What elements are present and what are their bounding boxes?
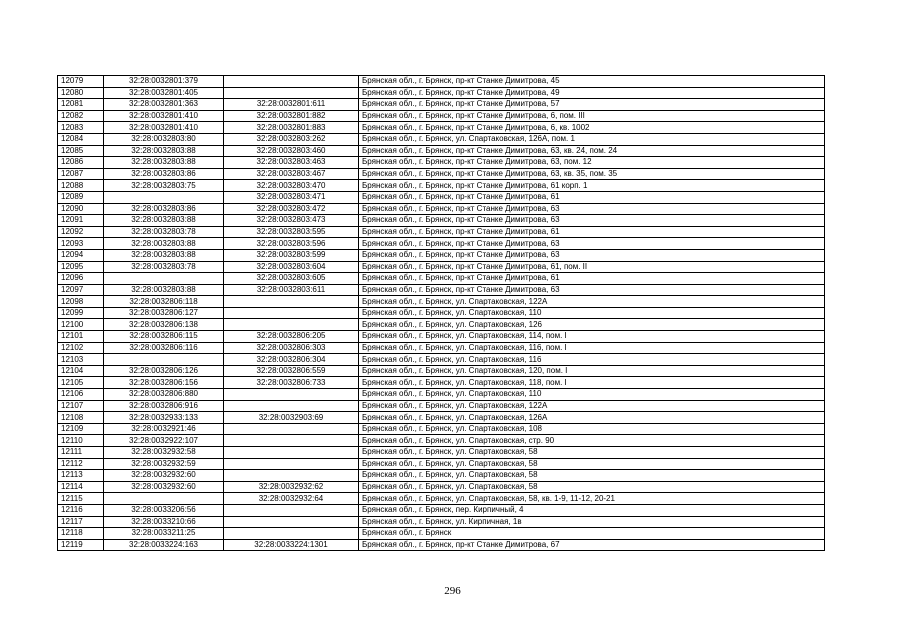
table-row	[58, 412, 825, 424]
table-row	[58, 447, 825, 459]
row-number-cell: 12087	[58, 168, 104, 180]
cadastral-number-cell: 32:28:0033224:163	[104, 539, 224, 551]
row-number-cell: 12098	[58, 296, 104, 308]
cadastral-number-cell	[104, 191, 224, 203]
object-cadastral-number-cell: 32:28:0032803:467	[224, 168, 359, 180]
cadastral-number-cell: 32:28:0032932:60	[104, 481, 224, 493]
address-cell: Брянская обл., г. Брянск, ул. Спартаковская, стр. 90	[359, 435, 825, 447]
table-row	[58, 261, 825, 273]
cadastral-number-cell: 32:28:0033210:66	[104, 516, 224, 528]
cadastral-number-cell: 32:28:0033206:56	[104, 504, 224, 516]
cadastral-number-cell: 32:28:0032806:138	[104, 319, 224, 331]
row-number-cell: 12096	[58, 273, 104, 285]
row-number-cell: 12105	[58, 377, 104, 389]
row-number-cell: 12107	[58, 400, 104, 412]
table-row	[58, 180, 825, 192]
cadastral-number-cell: 32:28:0032801:410	[104, 110, 224, 122]
row-number-cell: 12099	[58, 307, 104, 319]
table-row	[58, 365, 825, 377]
cadastral-number-cell: 32:28:0032803:86	[104, 168, 224, 180]
address-cell: Брянская обл., г. Брянск, пр-кт Станке Димитрова, 6, кв. 1002	[359, 122, 825, 134]
row-number-cell: 12117	[58, 516, 104, 528]
row-number-cell: 12115	[58, 493, 104, 505]
table-row	[58, 377, 825, 389]
address-cell: Брянская обл., г. Брянск, ул. Кирпичная, 1в	[359, 516, 825, 528]
cadastral-number-cell: 32:28:0032803:88	[104, 145, 224, 157]
cadastral-number-cell: 32:28:0032922:107	[104, 435, 224, 447]
cadastral-number-cell: 32:28:0032932:60	[104, 470, 224, 482]
row-number-cell: 12109	[58, 423, 104, 435]
address-cell: Брянская обл., г. Брянск, ул. Спартаковская, 110	[359, 389, 825, 401]
address-cell: Брянская обл., г. Брянск, ул. Спартаковская, 116	[359, 354, 825, 366]
address-cell: Брянская обл., г. Брянск, ул. Спартаковская, 126А	[359, 412, 825, 424]
address-cell: Брянская обл., г. Брянск, пр-кт Станке Димитрова, 63	[359, 284, 825, 296]
table-row	[58, 238, 825, 250]
address-cell: Брянская обл., г. Брянск, пр-кт Станке Димитрова, 57	[359, 99, 825, 111]
cadastral-number-cell	[104, 273, 224, 285]
table-row	[58, 539, 825, 551]
object-cadastral-number-cell: 32:28:0033224:1301	[224, 539, 359, 551]
address-cell: Брянская обл., г. Брянск, ул. Спартаковская, 58	[359, 470, 825, 482]
object-cadastral-number-cell: 32:28:0032803:471	[224, 191, 359, 203]
registry-table-body	[58, 76, 825, 551]
address-cell: Брянская обл., г. Брянск, ул. Спартаковская, 122А	[359, 400, 825, 412]
address-cell: Брянская обл., г. Брянск	[359, 528, 825, 540]
object-cadastral-number-cell	[224, 87, 359, 99]
object-cadastral-number-cell: 32:28:0032803:604	[224, 261, 359, 273]
cadastral-number-cell: 32:28:0032801:379	[104, 76, 224, 88]
object-cadastral-number-cell: 32:28:0032801:611	[224, 99, 359, 111]
row-number-cell: 12116	[58, 504, 104, 516]
address-cell: Брянская обл., г. Брянск, ул. Спартаковская, 108	[359, 423, 825, 435]
row-number-cell: 12111	[58, 447, 104, 459]
cadastral-number-cell: 32:28:0032806:126	[104, 365, 224, 377]
object-cadastral-number-cell: 32:28:0032803:472	[224, 203, 359, 215]
address-cell: Брянская обл., г. Брянск, ул. Спартаковская, 58, кв. 1-9, 11-12, 20-21	[359, 493, 825, 505]
row-number-cell: 12112	[58, 458, 104, 470]
object-cadastral-number-cell	[224, 435, 359, 447]
object-cadastral-number-cell	[224, 504, 359, 516]
cadastral-number-cell: 32:28:0032803:88	[104, 284, 224, 296]
table-row	[58, 284, 825, 296]
table-row	[58, 273, 825, 285]
object-cadastral-number-cell: 32:28:0032803:470	[224, 180, 359, 192]
address-cell: Брянская обл., г. Брянск, пр-кт Станке Димитрова, 61, пом. II	[359, 261, 825, 273]
table-row	[58, 296, 825, 308]
cadastral-number-cell: 32:28:0032806:115	[104, 331, 224, 343]
table-row	[58, 481, 825, 493]
row-number-cell: 12083	[58, 122, 104, 134]
cadastral-number-cell: 32:28:0032801:363	[104, 99, 224, 111]
address-cell: Брянская обл., г. Брянск, пр-кт Станке Димитрова, 67	[359, 539, 825, 551]
address-cell: Брянская обл., г. Брянск, ул. Спартаковская, 118, пом. I	[359, 377, 825, 389]
cadastral-number-cell: 32:28:0032932:58	[104, 447, 224, 459]
object-cadastral-number-cell: 32:28:0032801:882	[224, 110, 359, 122]
object-cadastral-number-cell	[224, 76, 359, 88]
registry-table	[57, 75, 825, 551]
table-row	[58, 157, 825, 169]
table-row	[58, 389, 825, 401]
address-cell: Брянская обл., г. Брянск, пр-кт Станке Димитрова, 61	[359, 226, 825, 238]
address-cell: Брянская обл., г. Брянск, пр-кт Станке Димитрова, 61 корп. 1	[359, 180, 825, 192]
object-cadastral-number-cell: 32:28:0032903:69	[224, 412, 359, 424]
object-cadastral-number-cell	[224, 307, 359, 319]
object-cadastral-number-cell: 32:28:0032803:605	[224, 273, 359, 285]
address-cell: Брянская обл., г. Брянск, ул. Спартаковская, 126	[359, 319, 825, 331]
cadastral-number-cell: 32:28:0032933:133	[104, 412, 224, 424]
object-cadastral-number-cell: 32:28:0032806:303	[224, 342, 359, 354]
cadastral-number-cell: 32:28:0032932:59	[104, 458, 224, 470]
cadastral-number-cell: 32:28:0033211:25	[104, 528, 224, 540]
address-cell: Брянская обл., г. Брянск, пр-кт Станке Димитрова, 63	[359, 215, 825, 227]
page-number: 296	[444, 585, 461, 597]
cadastral-number-cell: 32:28:0032801:410	[104, 122, 224, 134]
table-row	[58, 226, 825, 238]
row-number-cell: 12094	[58, 249, 104, 261]
address-cell: Брянская обл., г. Брянск, ул. Спартаковская, 116, пом. I	[359, 342, 825, 354]
object-cadastral-number-cell	[224, 516, 359, 528]
table-row	[58, 168, 825, 180]
address-cell: Брянская обл., г. Брянск, ул. Спартаковская, 126А, пом. 1	[359, 133, 825, 145]
table-row	[58, 215, 825, 227]
cadastral-number-cell: 32:28:0032806:916	[104, 400, 224, 412]
object-cadastral-number-cell	[224, 400, 359, 412]
row-number-cell: 12119	[58, 539, 104, 551]
object-cadastral-number-cell	[224, 296, 359, 308]
object-cadastral-number-cell: 32:28:0032932:62	[224, 481, 359, 493]
row-number-cell: 12095	[58, 261, 104, 273]
object-cadastral-number-cell: 32:28:0032803:460	[224, 145, 359, 157]
table-row	[58, 307, 825, 319]
object-cadastral-number-cell	[224, 528, 359, 540]
row-number-cell: 12082	[58, 110, 104, 122]
row-number-cell: 12118	[58, 528, 104, 540]
table-row	[58, 493, 825, 505]
address-cell: Брянская обл., г. Брянск, ул. Спартаковская, 114, пом. I	[359, 331, 825, 343]
address-cell: Брянская обл., г. Брянск, пр-кт Станке Димитрова, 61	[359, 273, 825, 285]
object-cadastral-number-cell: 32:28:0032803:473	[224, 215, 359, 227]
row-number-cell: 12114	[58, 481, 104, 493]
cadastral-number-cell: 32:28:0032801:405	[104, 87, 224, 99]
object-cadastral-number-cell: 32:28:0032806:559	[224, 365, 359, 377]
row-number-cell: 12103	[58, 354, 104, 366]
table-row	[58, 191, 825, 203]
cadastral-number-cell: 32:28:0032806:116	[104, 342, 224, 354]
row-number-cell: 12106	[58, 389, 104, 401]
object-cadastral-number-cell: 32:28:0032806:205	[224, 331, 359, 343]
address-cell: Брянская обл., г. Брянск, пр-кт Станке Димитрова, 6, пом. III	[359, 110, 825, 122]
row-number-cell: 12086	[58, 157, 104, 169]
table-row	[58, 133, 825, 145]
address-cell: Брянская обл., г. Брянск, пр-кт Станке Димитрова, 63, кв. 24, пом. 24	[359, 145, 825, 157]
row-number-cell: 12108	[58, 412, 104, 424]
table-row	[58, 458, 825, 470]
address-cell: Брянская обл., г. Брянск, пр-кт Станке Димитрова, 49	[359, 87, 825, 99]
object-cadastral-number-cell: 32:28:0032803:262	[224, 133, 359, 145]
address-cell: Брянская обл., г. Брянск, пер. Кирпичный, 4	[359, 504, 825, 516]
cadastral-number-cell: 32:28:0032806:118	[104, 296, 224, 308]
table-row	[58, 203, 825, 215]
row-number-cell: 12104	[58, 365, 104, 377]
row-number-cell: 12090	[58, 203, 104, 215]
table-row	[58, 110, 825, 122]
table-row	[58, 516, 825, 528]
cadastral-number-cell: 32:28:0032806:127	[104, 307, 224, 319]
cadastral-number-cell: 32:28:0032803:88	[104, 249, 224, 261]
row-number-cell: 12100	[58, 319, 104, 331]
object-cadastral-number-cell	[224, 470, 359, 482]
table-row	[58, 249, 825, 261]
object-cadastral-number-cell: 32:28:0032806:733	[224, 377, 359, 389]
object-cadastral-number-cell: 32:28:0032803:611	[224, 284, 359, 296]
cadastral-number-cell: 32:28:0032803:78	[104, 261, 224, 273]
cadastral-number-cell: 32:28:0032803:86	[104, 203, 224, 215]
row-number-cell: 12097	[58, 284, 104, 296]
cadastral-number-cell: 32:28:0032921:46	[104, 423, 224, 435]
row-number-cell: 12092	[58, 226, 104, 238]
address-cell: Брянская обл., г. Брянск, ул. Спартаковская, 58	[359, 447, 825, 459]
table-row	[58, 319, 825, 331]
object-cadastral-number-cell	[224, 389, 359, 401]
row-number-cell: 12091	[58, 215, 104, 227]
table-row	[58, 435, 825, 447]
table-row	[58, 423, 825, 435]
address-cell: Брянская обл., г. Брянск, пр-кт Станке Димитрова, 61	[359, 191, 825, 203]
object-cadastral-number-cell	[224, 423, 359, 435]
address-cell: Брянская обл., г. Брянск, пр-кт Станке Димитрова, 63	[359, 238, 825, 250]
address-cell: Брянская обл., г. Брянск, ул. Спартаковская, 110	[359, 307, 825, 319]
row-number-cell: 12101	[58, 331, 104, 343]
address-cell: Брянская обл., г. Брянск, ул. Спартаковская, 58	[359, 481, 825, 493]
row-number-cell: 12084	[58, 133, 104, 145]
cadastral-number-cell: 32:28:0032803:88	[104, 215, 224, 227]
table-row	[58, 76, 825, 88]
row-number-cell: 12085	[58, 145, 104, 157]
object-cadastral-number-cell: 32:28:0032801:883	[224, 122, 359, 134]
cadastral-number-cell: 32:28:0032803:80	[104, 133, 224, 145]
row-number-cell: 12080	[58, 87, 104, 99]
cadastral-number-cell: 32:28:0032806:156	[104, 377, 224, 389]
table-row	[58, 99, 825, 111]
table-row	[58, 331, 825, 343]
address-cell: Брянская обл., г. Брянск, ул. Спартаковская, 122А	[359, 296, 825, 308]
address-cell: Брянская обл., г. Брянск, пр-кт Станке Димитрова, 63	[359, 249, 825, 261]
row-number-cell: 12079	[58, 76, 104, 88]
row-number-cell: 12081	[58, 99, 104, 111]
address-cell: Брянская обл., г. Брянск, ул. Спартаковская, 58	[359, 458, 825, 470]
object-cadastral-number-cell: 32:28:0032803:595	[224, 226, 359, 238]
object-cadastral-number-cell: 32:28:0032803:596	[224, 238, 359, 250]
table-row	[58, 504, 825, 516]
object-cadastral-number-cell	[224, 458, 359, 470]
table-row	[58, 87, 825, 99]
cadastral-number-cell	[104, 493, 224, 505]
address-cell: Брянская обл., г. Брянск, ул. Спартаковская, 120, пом. I	[359, 365, 825, 377]
object-cadastral-number-cell: 32:28:0032803:599	[224, 249, 359, 261]
object-cadastral-number-cell: 32:28:0032932:64	[224, 493, 359, 505]
row-number-cell: 12110	[58, 435, 104, 447]
table-row	[58, 528, 825, 540]
table-row	[58, 342, 825, 354]
address-cell: Брянская обл., г. Брянск, пр-кт Станке Димитрова, 63, кв. 35, пом. 35	[359, 168, 825, 180]
object-cadastral-number-cell: 32:28:0032806:304	[224, 354, 359, 366]
row-number-cell: 12113	[58, 470, 104, 482]
table-row	[58, 145, 825, 157]
table-row	[58, 400, 825, 412]
cadastral-number-cell: 32:28:0032806:880	[104, 389, 224, 401]
object-cadastral-number-cell	[224, 447, 359, 459]
cadastral-number-cell: 32:28:0032803:78	[104, 226, 224, 238]
row-number-cell: 12093	[58, 238, 104, 250]
table-row	[58, 470, 825, 482]
cadastral-number-cell: 32:28:0032803:88	[104, 157, 224, 169]
cadastral-number-cell	[104, 354, 224, 366]
object-cadastral-number-cell	[224, 319, 359, 331]
cadastral-number-cell: 32:28:0032803:88	[104, 238, 224, 250]
table-row	[58, 354, 825, 366]
row-number-cell: 12088	[58, 180, 104, 192]
table-row	[58, 122, 825, 134]
address-cell: Брянская обл., г. Брянск, пр-кт Станке Димитрова, 63, пом. 12	[359, 157, 825, 169]
address-cell: Брянская обл., г. Брянск, пр-кт Станке Димитрова, 45	[359, 76, 825, 88]
object-cadastral-number-cell: 32:28:0032803:463	[224, 157, 359, 169]
cadastral-number-cell: 32:28:0032803:75	[104, 180, 224, 192]
row-number-cell: 12089	[58, 191, 104, 203]
row-number-cell: 12102	[58, 342, 104, 354]
address-cell: Брянская обл., г. Брянск, пр-кт Станке Димитрова, 63	[359, 203, 825, 215]
